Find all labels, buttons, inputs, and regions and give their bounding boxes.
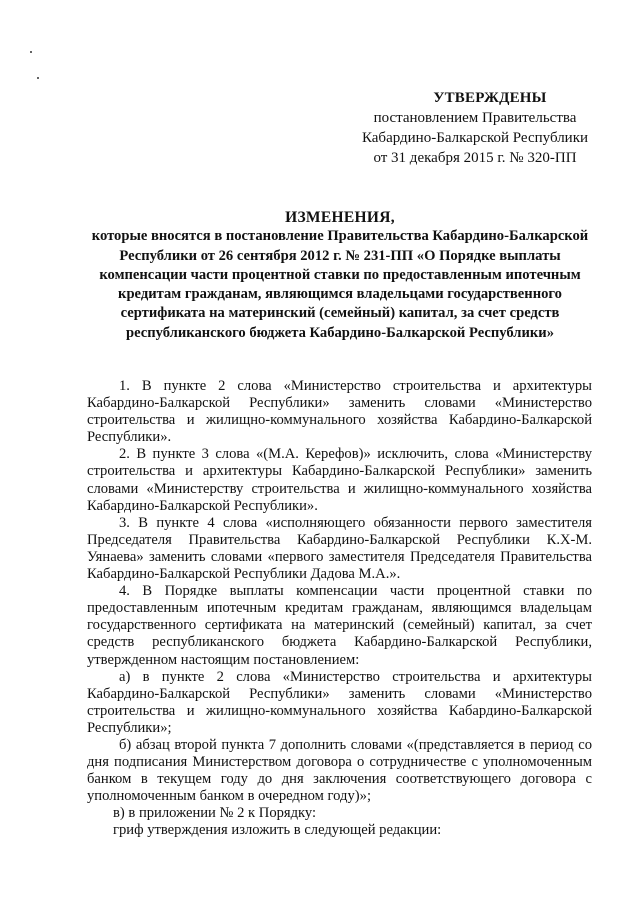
scan-speck	[30, 51, 32, 53]
approval-line: Кабардино-Балкарской Республики	[361, 130, 589, 146]
paragraph: 2. В пункте 3 слова «(М.А. Керефов)» исключить, слова «Министерству строительства и архитектуры Кабардино-Балкарской Республики» заменить словами «Министерству строительства и жилищно-коммунального хозяйства Кабардино-Балкарской Республики».	[87, 446, 592, 514]
paragraph: 1. В пункте 2 слова «Министерство строительства и архитектуры Кабардино-Балкарской Республики» заменить словами «Министерство строительства и жилищно-коммунального хозяйства Кабардино-Балкарской Республики».	[87, 378, 592, 446]
approval-stamp	[340, 88, 610, 168]
approval-title: УТВЕРЖДЕНЫ	[433, 90, 547, 106]
scan-speck	[37, 77, 39, 79]
paragraph: в) в приложении № 2 к Порядку:	[113, 805, 317, 822]
approval-line: от 31 декабря 2015 г. № 320-ПП	[373, 150, 577, 166]
approval-line: постановлением Правительства	[373, 110, 577, 126]
heading-title: ИЗМЕНЕНИЯ,	[285, 209, 395, 226]
paragraph: гриф утверждения изложить в следующей редакции:	[113, 822, 442, 839]
paragraph: а) в пункте 2 слова «Министерство строительства и архитектуры Кабардино-Балкарской Республики» заменить словами «Министерство строительства и жилищно-коммунального хозяйства Кабардино-Балкарской Республики»;	[87, 668, 592, 736]
document-heading	[80, 208, 600, 343]
document-body	[87, 378, 592, 840]
paragraph: 3. В пункте 4 слова «исполняющего обязанности первого заместителя Председателя Правительства Кабардино-Балкарской Республики К.Х-М. Уянаева» заменить словами «первого заместителя Председателя Правительства Кабардино-Балкарской Республики Дадова М.А.».	[87, 514, 592, 583]
heading-subtitle: которые вносятся в постановление Правительства Кабардино-Балкарской Республики от 26 сентября 2012 г. № 231-ПП «О Порядке выплаты компенсации части процентной ставки по предоставленным ипотечным кредитам гражданам, являющимся владельцами государственного сертификата на материнский (семейный) капитал, за счет средств республиканского бюджета Кабардино-Балкарской Республики»	[91, 228, 589, 341]
paragraph: б) абзац второй пункта 7 дополнить словами «(представляется в период со дня подписания Министерством договора о сотрудничестве с уполномоченным банком в текущем году до дня заключения соответствующего договора с уполномоченным банком в очередном году)»;	[87, 736, 592, 805]
paragraph: 4. В Порядке выплаты компенсации части процентной ставки по предоставленным ипотечным кредитам гражданам, являющимся владельцам государственного сертификата на материнский (семейный) капитал, за счет средств республиканского бюджета Кабардино-Балкарской Республики, утвержденном настоящим постановлением:	[87, 583, 592, 668]
